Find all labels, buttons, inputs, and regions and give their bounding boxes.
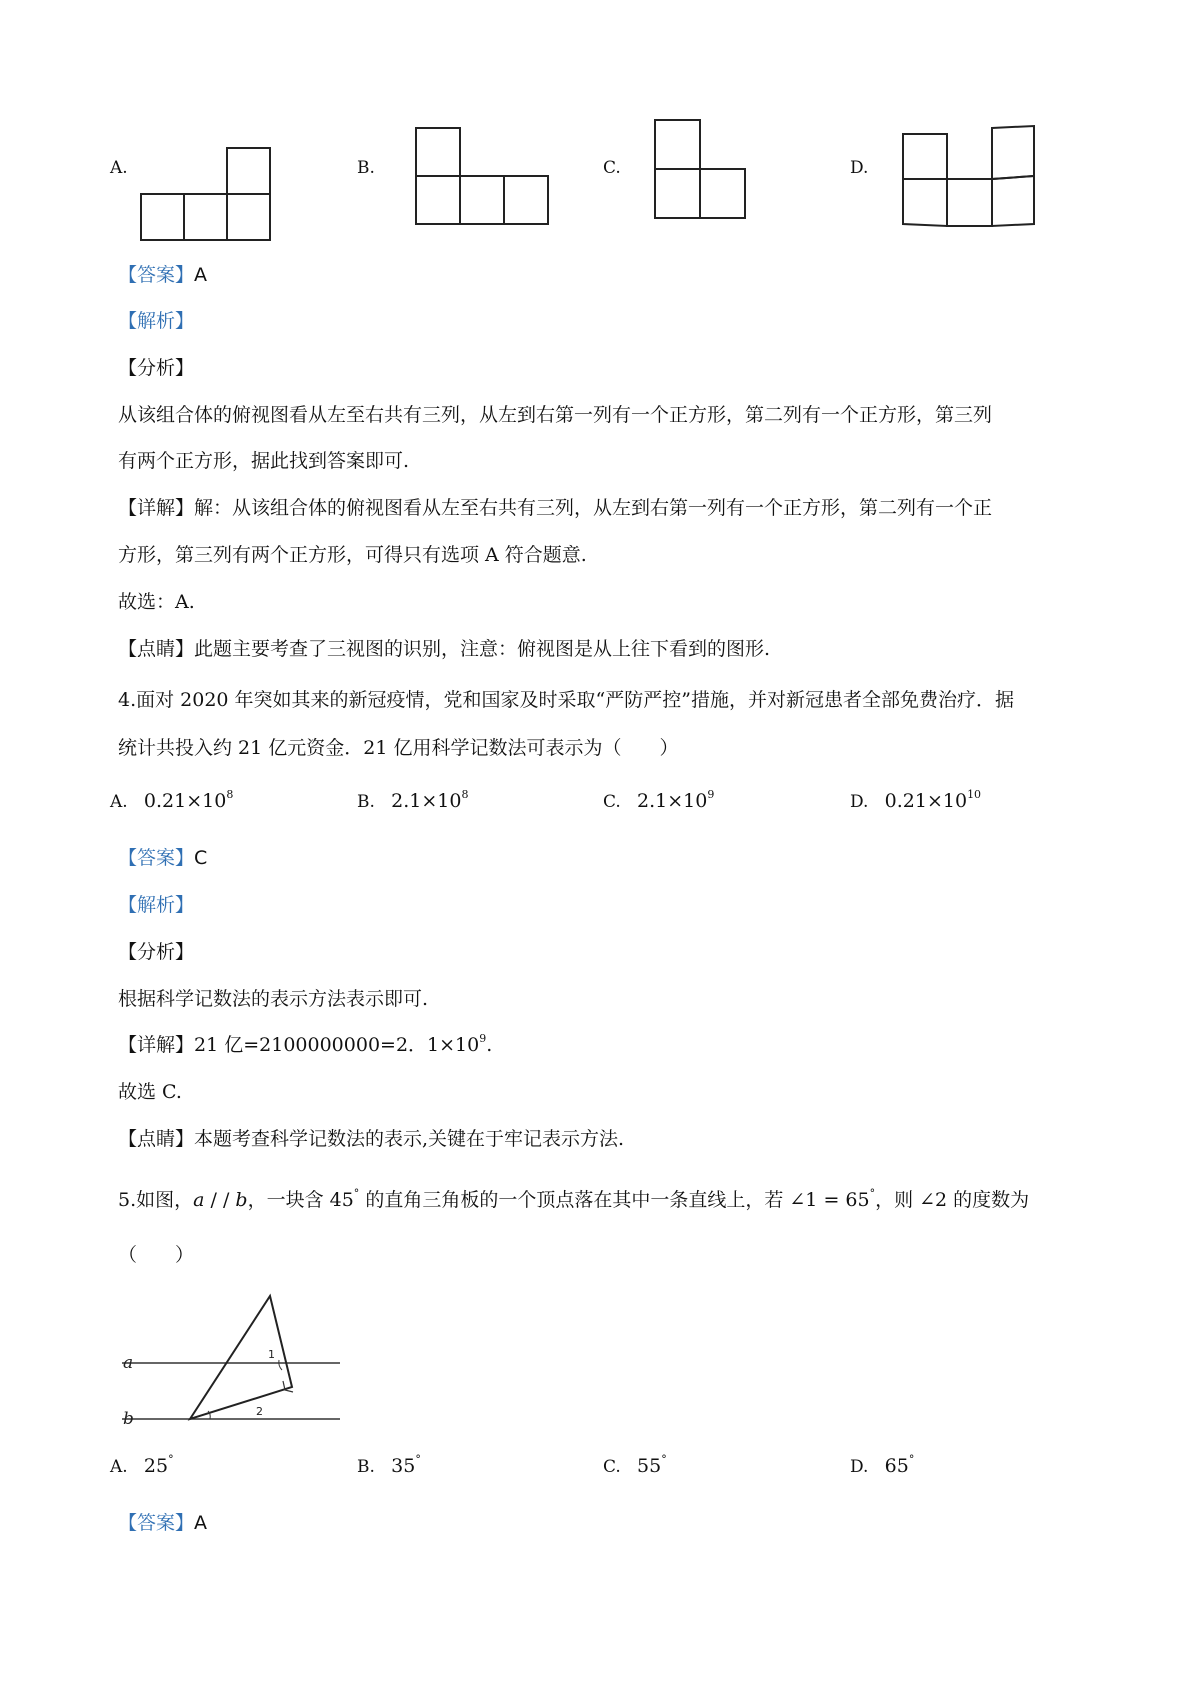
q4-stem-line1: 4.面对 2020 年突如其来的新冠疫情，党和国家及时采取“严防严控”措施，并对新冠患者全部免费治疗．据: [118, 689, 1014, 711]
q5-label-1: 1: [268, 1348, 275, 1361]
q5-stem-deg45: 45: [329, 1189, 354, 1211]
q4-option-c-exp: 9: [707, 788, 715, 801]
q3-option-b-letter: B.: [357, 158, 375, 178]
q4-detail-exp: 9: [479, 1032, 487, 1045]
q5-option-c: [603, 1455, 667, 1477]
q4-option-a-letter: A.: [110, 792, 128, 812]
q3-option-d-figure: [902, 120, 1042, 235]
q4-comment-label: 【点睛】: [118, 1128, 195, 1150]
q3-answer-label: 【答案】: [118, 264, 195, 286]
q4-option-d-exp: 10: [967, 788, 982, 801]
q5-stem-a: a: [193, 1189, 205, 1211]
q3-fenxi-line1: 从该组合体的俯视图看从左至右共有三列，从左到右第一列有一个正方形，第二列有一个正方形，第三列: [118, 404, 993, 426]
q4-detail-end: .: [486, 1034, 493, 1056]
q5-option-b-letter: B.: [357, 1457, 375, 1477]
q3-detail-label: 【详解】: [118, 497, 195, 519]
q5-option-c-degree: °: [661, 1453, 667, 1466]
q5-label-a: a: [123, 1353, 134, 1373]
q4-answer-value: C: [194, 847, 208, 869]
q3-fenxi-label: 【分析】: [118, 357, 195, 379]
q5-stem-mid2: 的直角三角板的一个顶点落在其中一条直线上，若: [359, 1189, 790, 1211]
q5-answer-label: 【答案】: [118, 1512, 195, 1534]
q3-option-c-letter: C.: [603, 158, 621, 178]
q3-answer-value: A: [194, 264, 208, 286]
q4-option-c-base: 2.1×10: [637, 790, 708, 812]
q5-option-a-value: 25: [143, 1455, 169, 1477]
q4-option-c-letter: C.: [603, 792, 621, 812]
q4-fenxi: 根据科学记数法的表示方法表示即可.: [118, 988, 429, 1010]
q5-stem-paren: （ ）: [118, 1244, 195, 1266]
q3-comment-line: [118, 634, 770, 664]
q5-option-d-value: 65: [884, 1455, 909, 1477]
q5-option-a-letter: A.: [110, 1457, 128, 1477]
q5-option-a-degree: °: [168, 1453, 174, 1466]
q5-stem-line1: [118, 1185, 1029, 1215]
q5-answer-value: A: [194, 1512, 208, 1534]
q4-option-b-base: 2.1×10: [391, 790, 462, 812]
q4-option-d: [850, 790, 981, 812]
q4-option-a-base: 0.21×10: [143, 790, 227, 812]
q4-option-c: [603, 790, 714, 812]
q5-stem-mid1: ，一块含: [247, 1189, 330, 1211]
q5-answer-line: [118, 1508, 207, 1538]
q4-analysis-label: 【解析】: [118, 894, 195, 916]
q4-option-a: [110, 790, 233, 812]
q4-option-b: [357, 790, 468, 812]
q4-detail-label: 【详解】: [118, 1034, 195, 1056]
q4-option-a-exp: 8: [226, 788, 234, 801]
q3-option-a-figure: [140, 135, 275, 241]
q4-option-d-letter: D.: [850, 792, 869, 812]
q4-option-d-base: 0.21×10: [884, 790, 968, 812]
q5-option-d-letter: D.: [850, 1457, 869, 1477]
q3-detail-line1: [118, 493, 992, 523]
q3-option-a-letter: A.: [110, 158, 128, 178]
q5-degree-2: °: [869, 1187, 876, 1200]
q5-stem-par: / /: [204, 1189, 236, 1211]
q5-stem-b: b: [235, 1189, 248, 1211]
q5-option-a: [110, 1455, 174, 1477]
q4-fenxi-label: 【分析】: [118, 941, 195, 963]
q4-detail-line: [118, 1030, 492, 1060]
q5-option-b-degree: °: [415, 1453, 421, 1466]
q4-stem-line2: 统计共投入约 21 亿元资金．21 亿用科学记数法可表示为（ ）: [118, 737, 679, 759]
q3-option-d-letter: D.: [850, 158, 869, 178]
q3-answer-line: [118, 260, 207, 290]
q5-label-b: b: [123, 1409, 134, 1429]
q5-stem-angle2: ∠2: [919, 1189, 948, 1211]
q4-comment-line: [118, 1124, 624, 1154]
q5-stem-end: 的度数为: [947, 1189, 1030, 1211]
q5-stem-pre: 5.如图，: [118, 1189, 194, 1211]
q5-figure: [118, 1290, 348, 1440]
q5-option-d: [850, 1455, 914, 1477]
q5-option-c-letter: C.: [603, 1457, 621, 1477]
q4-option-b-exp: 8: [461, 788, 469, 801]
q3-detail-text1: 解：从该组合体的俯视图看从左至右共有三列，从左到右第一列有一个正方形，第二列有一个正: [194, 497, 993, 519]
q3-comment-label: 【点睛】: [118, 638, 195, 660]
q4-answer-label: 【答案】: [118, 847, 195, 869]
q5-option-d-degree: °: [908, 1453, 915, 1466]
q4-comment-text: 本题考查科学记数法的表示,关键在于牢记表示方法.: [194, 1128, 625, 1150]
q3-analysis-label: 【解析】: [118, 310, 195, 332]
q4-answer-line: [118, 843, 207, 873]
q3-fenxi-line2: 有两个正方形，据此找到答案即可.: [118, 450, 410, 472]
q3-comment-text: 此题主要考查了三视图的识别，注意：俯视图是从上往下看到的图形.: [194, 638, 771, 660]
q3-option-b-figure: [415, 125, 555, 235]
q5-stem-mid3: ，则: [875, 1189, 920, 1211]
q3-detail-line2: 方形，第三列有两个正方形，可得只有选项 A 符合题意.: [118, 544, 587, 566]
q4-detail-base: 21 亿=2100000000=2．1×10: [194, 1034, 480, 1056]
q5-option-b: [357, 1455, 421, 1477]
q3-option-c-figure: [654, 118, 754, 233]
q4-choose: 故选 C.: [118, 1081, 182, 1103]
q5-degree-1: °: [353, 1187, 360, 1200]
q5-option-c-value: 55: [637, 1455, 662, 1477]
q5-option-b-value: 35: [391, 1455, 416, 1477]
q3-choose: 故选：A.: [118, 591, 195, 613]
q5-stem-angle1: ∠1 = 65: [789, 1189, 870, 1211]
q4-option-b-letter: B.: [357, 792, 375, 812]
q5-label-2: 2: [256, 1405, 263, 1418]
